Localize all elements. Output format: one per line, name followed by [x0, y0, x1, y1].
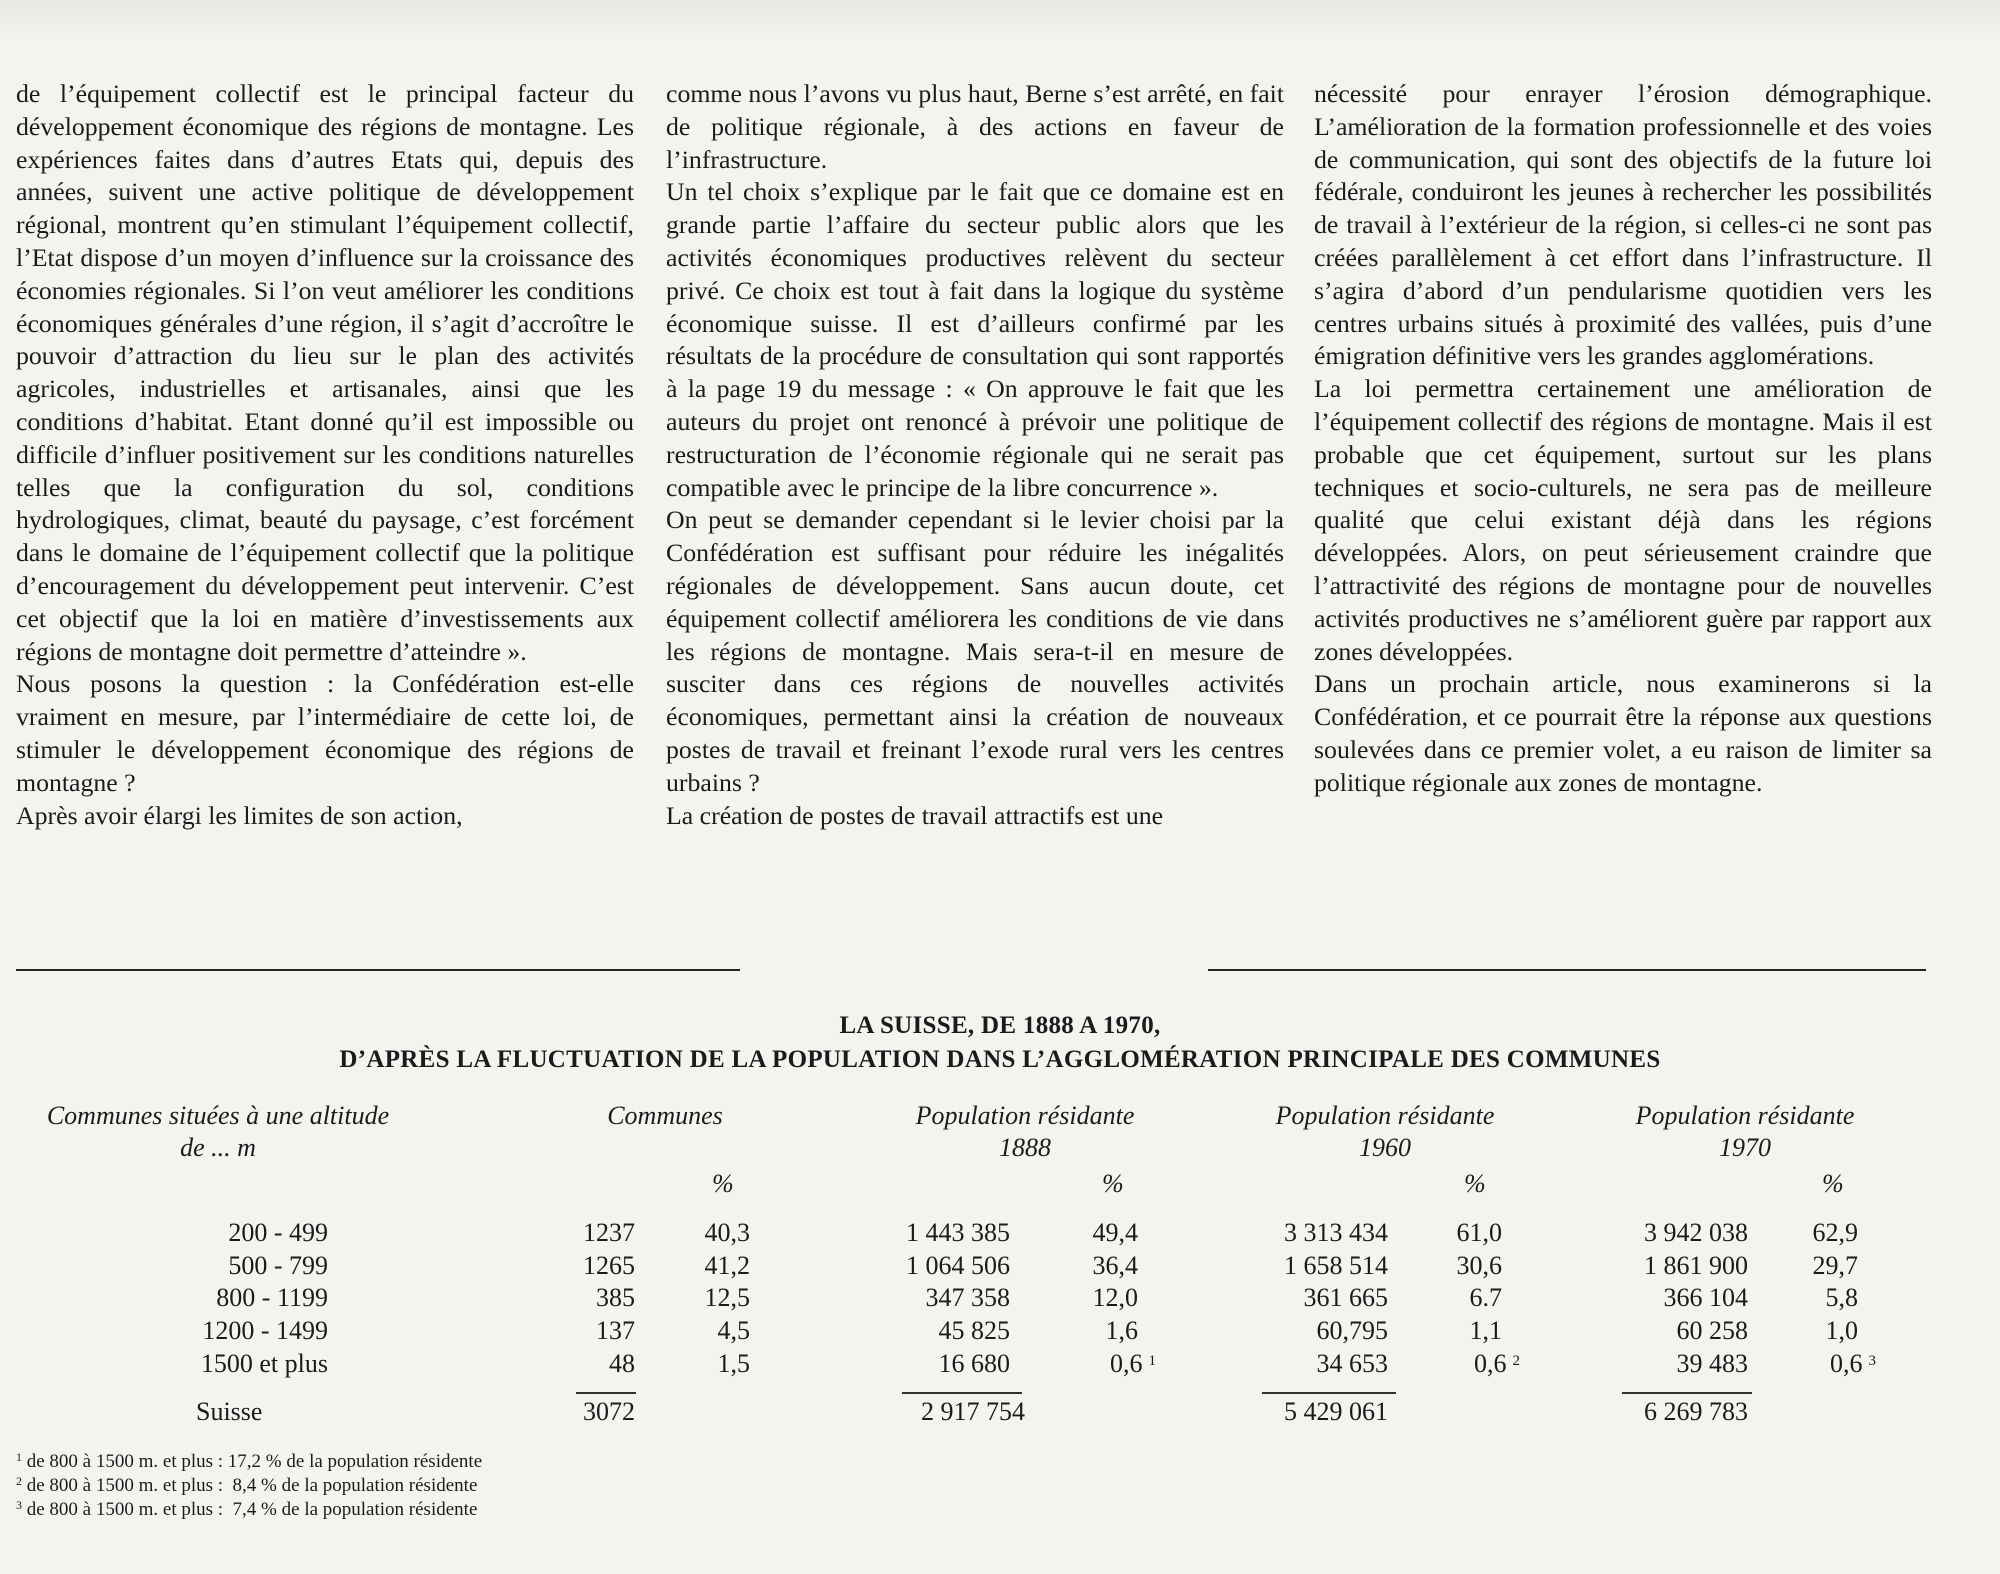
header-pop-1888-line-1: Population résidante: [915, 1101, 1135, 1130]
row-communes-pct: 41,2: [704, 1251, 750, 1280]
row-pct-1970: 62,9: [1812, 1218, 1858, 1247]
header-altitude-line-2: de ... m: [180, 1133, 256, 1162]
footnote-ref: 3: [1868, 1353, 1876, 1369]
paragraph: Après avoir élargi les limites de son action,: [16, 800, 463, 830]
table-title-line-2: D’APRÈS LA FLUCTUATION DE LA POPULATION DANS L’AGGLOMÉRATION PRINCIPALE DES COMMUNES: [339, 1046, 1661, 1073]
row-altitude: 200 - 499: [228, 1218, 328, 1247]
header-pop-1888: [880, 1100, 1170, 1164]
row-pop-1970: 3 942 038: [1644, 1218, 1748, 1247]
row-pct-1960: 6.7: [1469, 1283, 1502, 1312]
row-communes-pct: 40,3: [704, 1218, 750, 1247]
row-communes: 137: [596, 1316, 635, 1345]
row-pct-1960: 1,1: [1469, 1316, 1502, 1345]
row-pct-1888: 36,4: [1092, 1251, 1138, 1280]
header-pop-1970-line-1: Population résidante: [1635, 1101, 1855, 1130]
row-pop-1970: 39 483: [1676, 1349, 1748, 1378]
row-pop-1960: 34 653: [1316, 1349, 1388, 1378]
row-pop-1970: 366 104: [1663, 1283, 1748, 1312]
row-pop-1960: 60,795: [1316, 1316, 1388, 1345]
paragraph: nécessité pour enrayer l’érosion démographique. L’amélioration de la formation professionnelle et des voies de communication, qui sont des objectifs de la future loi fédérale, conduiront les jeunes à rechercher les possibilités de travail à l’extérieur de la région, si celles-ci ne sont pas créées parallèlement à cet effort dans l’infrastructure. Il s’agira d’abord d’un pendularisme quotidien vers les centres urbains situés à proximité des vallées, puis d’une émigration définitive vers les grandes agglomérations.: [1314, 79, 1932, 371]
footnote: [16, 1498, 477, 1523]
row-pop-1970: 1 861 900: [1644, 1251, 1748, 1280]
row-pct-1960-value: 0,6: [1474, 1349, 1507, 1378]
sum-line-1960: [1262, 1392, 1396, 1394]
header-pop-1970-line-2: 1970: [1719, 1133, 1771, 1162]
row-communes: 1265: [583, 1251, 635, 1280]
header-pop-1888-line-2: 1888: [999, 1133, 1051, 1162]
paragraph: La création de postes de travail attractifs est une: [666, 800, 1164, 830]
row-communes: 385: [596, 1283, 635, 1312]
total-pop-1960: 5 429 061: [1284, 1397, 1388, 1426]
percent-header-communes: %: [712, 1169, 734, 1198]
article-column-3: [1314, 78, 1932, 800]
row-pct-1888: 12,0: [1092, 1283, 1138, 1312]
paragraph: Dans un prochain article, nous examinerons si la Confédération, et ce pourrait être la réponse aux questions soulevées dans ce premier volet, a eu raison de limiter sa politique régionale aux zones de montagne.: [1314, 669, 1932, 797]
row-pct-1888: [1110, 1349, 1156, 1379]
row-pop-1888: 347 358: [925, 1283, 1010, 1312]
header-altitude: [28, 1100, 408, 1164]
table-title-line-1: LA SUISSE, DE 1888 A 1970,: [839, 1012, 1161, 1039]
row-communes-pct: 1,5: [717, 1349, 750, 1378]
row-altitude: 1200 - 1499: [202, 1316, 328, 1345]
footnote-mark: 2: [16, 1474, 22, 1488]
article-column-1: [16, 78, 634, 832]
footnote-ref: 2: [1512, 1353, 1520, 1369]
percent-header-1888: %: [1102, 1169, 1124, 1198]
row-pct-1970: 1,0: [1825, 1316, 1858, 1345]
section-divider-right: [1208, 969, 1926, 971]
footnote-ref: 1: [1148, 1353, 1156, 1369]
section-divider-left: [16, 969, 740, 971]
footnote: [16, 1450, 482, 1475]
header-altitude-line-1: Communes situées à une altitude: [46, 1101, 390, 1130]
row-pct-1970: 5,8: [1825, 1283, 1858, 1312]
row-pop-1888: 45 825: [938, 1316, 1010, 1345]
row-communes: 1237: [583, 1218, 635, 1247]
footnote-mark: 3: [16, 1498, 22, 1512]
row-pop-1888: 16 680: [938, 1349, 1010, 1378]
row-pct-1960: 30,6: [1456, 1251, 1502, 1280]
sum-line-1970: [1622, 1392, 1752, 1394]
row-pop-1960: 361 665: [1303, 1283, 1388, 1312]
paragraph: Un tel choix s’explique par le fait que ce domaine est en grande partie l’affaire du secteur public alors que les activités économiques productives relèvent du secteur privé. Ce choix est tout à fait dans la logique du système économique suisse. Il est d’ailleurs confirmé par les résultats de la procédure de consultation qui sont rapportés à la page 19 du message : « On approuve le fait que les auteurs du projet ont renoncé à prévoir une politique de restructuration de l’économie régionale qui ne serait pas compatible avec le principe de la libre concurrence ».: [666, 177, 1284, 502]
row-pop-1960: 3 313 434: [1284, 1218, 1388, 1247]
article-column-2: [666, 78, 1284, 832]
paragraph: Nous posons la question : la Confédération est-elle vraiment en mesure, par l’intermédiaire de cette loi, de stimuler le développement économique des régions de montagne ?: [16, 669, 634, 797]
footnote-mark: 1: [16, 1450, 22, 1464]
sum-line-1888: [902, 1392, 1022, 1394]
total-pop-1970: 6 269 783: [1644, 1397, 1748, 1426]
row-communes-pct: 12,5: [704, 1283, 750, 1312]
header-pop-1960-line-1: Population résidante: [1275, 1101, 1495, 1130]
row-pop-1888: 1 064 506: [906, 1251, 1010, 1280]
row-pop-1888: 1 443 385: [906, 1218, 1010, 1247]
row-pop-1960: 1 658 514: [1284, 1251, 1388, 1280]
paragraph: comme nous l’avons vu plus haut, Berne s’est arrêté, en fait de politique régionale, à des actions en faveur de l’infrastructure.: [666, 79, 1284, 174]
footnote: [16, 1474, 477, 1499]
total-label: Suisse: [196, 1397, 263, 1426]
total-communes: 3072: [583, 1397, 635, 1426]
row-altitude: 500 - 799: [228, 1251, 328, 1280]
percent-header-1960: %: [1464, 1169, 1486, 1198]
row-communes-pct: 4,5: [717, 1316, 750, 1345]
row-altitude: 1500 et plus: [200, 1349, 328, 1378]
sum-line-communes: [576, 1392, 636, 1394]
row-pct-1888: 49,4: [1092, 1218, 1138, 1247]
header-communes: Communes: [607, 1101, 723, 1130]
footnote-text: de 800 à 1500 m. et plus : 8,4 % de la population résidente: [22, 1475, 478, 1496]
paragraph: On peut se demander cependant si le levier choisi par la Confédération est suffisant pour réduire les inégalités régionales de développement. Sans aucun doute, cet équipement collectif améliorera les conditions de vie dans les régions de montagne. Mais sera-t-il en mesure de susciter dans ces régions de nouvelles activités économiques, permettant ainsi la création de nouveaux postes de travail et freinant l’exode rural vers les centres urbains ?: [666, 505, 1284, 797]
page-top-edge: [0, 0, 2000, 40]
row-pct-1960: [1474, 1349, 1520, 1379]
row-pop-1970: 60 258: [1676, 1316, 1748, 1345]
row-pct-1970: 29,7: [1812, 1251, 1858, 1280]
header-pop-1960-line-2: 1960: [1359, 1133, 1411, 1162]
row-altitude: 800 - 1199: [216, 1283, 328, 1312]
percent-header-1970: %: [1822, 1169, 1844, 1198]
row-pct-1970-value: 0,6: [1830, 1349, 1863, 1378]
row-pct-1970: [1830, 1349, 1876, 1379]
header-pop-1960: [1240, 1100, 1530, 1164]
row-pct-1960: 61,0: [1456, 1218, 1502, 1247]
header-pop-1970: [1600, 1100, 1890, 1164]
total-pop-1888: 2 917 754: [921, 1397, 1025, 1426]
row-pct-1888: 1,6: [1105, 1316, 1138, 1345]
footnote-text: de 800 à 1500 m. et plus : 7,4 % de la population résidente: [22, 1499, 478, 1520]
row-pct-1888-value: 0,6: [1110, 1349, 1143, 1378]
footnote-text: de 800 à 1500 m. et plus : 17,2 % de la population résidente: [22, 1451, 483, 1472]
paragraph: de l’équipement collectif est le principal facteur du développement économique des régions de montagne. Les expériences faites dans d’autres Etats qui, depuis des années, suivent une active politique de développement régional, montrent qu’en stimulant l’équipement collectif, l’Etat dispose d’un moyen d’influence sur la croissance des économies régionales. Si l’on veut améliorer les conditions économiques générales d’une région, il s’agit d’accroître le pouvoir d’attraction du lieu sur le plan des activités agricoles, industrielles et artisanales, ainsi que les conditions d’habitat. Etant donné qu’il est impossible ou difficile d’influer positivement sur les conditions naturelles telles que la configuration du sol, conditions hydrologiques, climat, beauté du paysage, c’est forcément dans le domaine de l’équipement collectif que la politique d’encouragement du développement peut intervenir. C’est cet objectif que la loi en matière d’investissements aux régions de montagne doit permettre d’atteindre ».: [16, 79, 634, 666]
row-communes: 48: [609, 1349, 635, 1378]
paragraph: La loi permettra certainement une amélioration de l’équipement collectif des régions de montagne. Mais il est probable que cet équipement, surtout sur les plans techniques et socio-culturels, ne sera pas de meilleure qualité que celui existant déjà dans les régions développées. Alors, on peut sérieusement craindre que l’attractivité des régions de montagne pour de nouvelles activités productives ne s’améliorent guère par rapport aux zones développées.: [1314, 374, 1932, 666]
